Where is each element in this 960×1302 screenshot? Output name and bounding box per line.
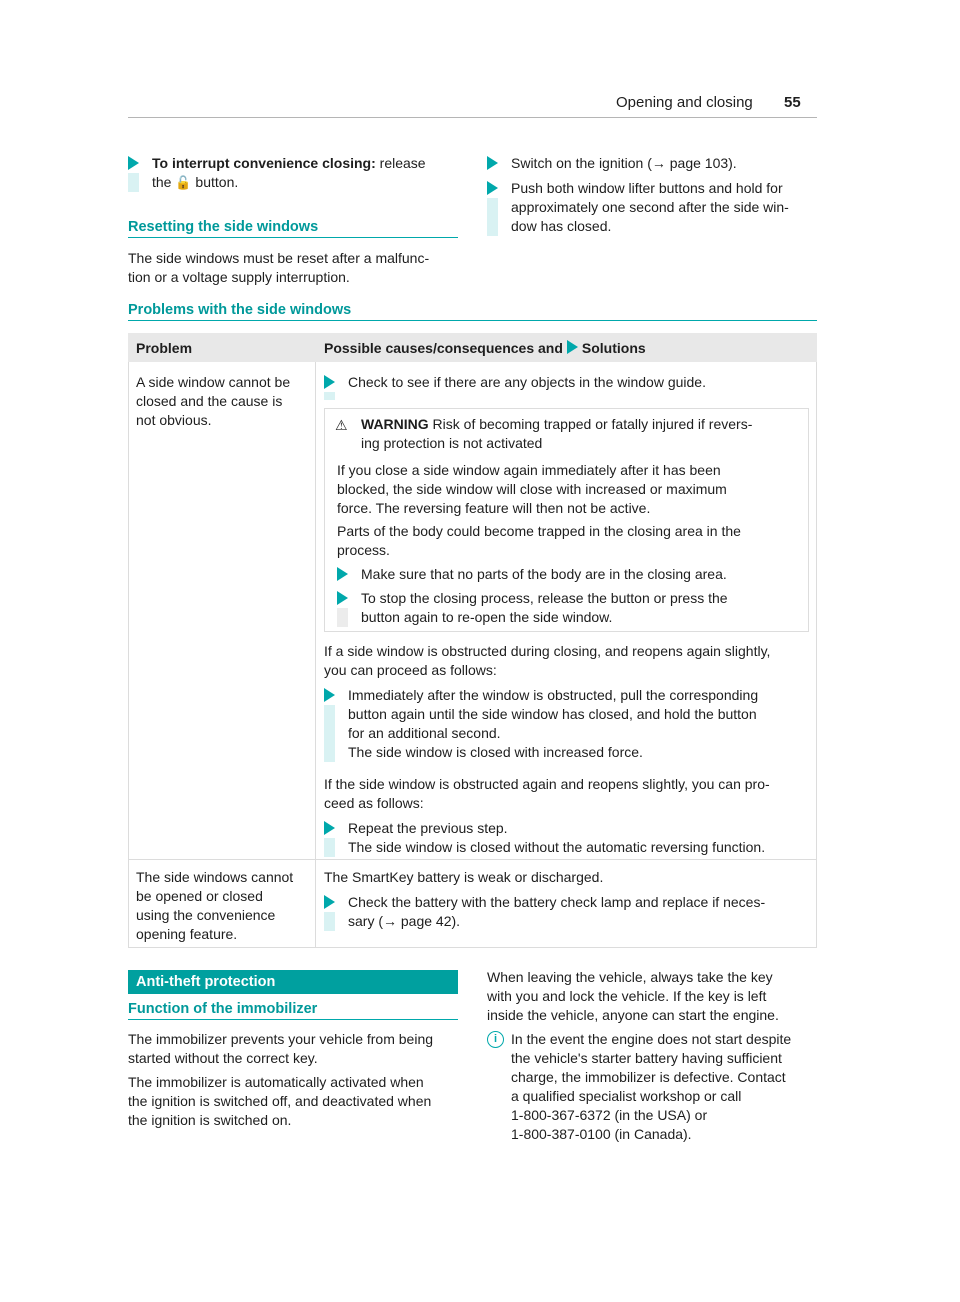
warning-para1 bbox=[337, 461, 802, 518]
push-step bbox=[487, 179, 841, 236]
warning-para-line: If you close a side window again immediately after it has been bbox=[337, 462, 721, 478]
warning-step2-line: To stop the closing process, release the button or press the bbox=[361, 590, 728, 606]
warning-step-1 bbox=[337, 565, 816, 584]
row2-problem bbox=[136, 868, 311, 944]
warning-box bbox=[324, 408, 809, 632]
table-border-mid bbox=[315, 362, 316, 948]
table-border-left bbox=[128, 362, 129, 948]
problems-rule bbox=[128, 320, 817, 321]
lock-key-icon: 🔓 bbox=[175, 176, 192, 191]
reset-text bbox=[128, 249, 458, 287]
arrow-icon bbox=[128, 156, 139, 170]
again-line: If the side window is obstructed again and reopens slightly, you can pro- bbox=[324, 776, 770, 792]
arrow-icon bbox=[487, 181, 498, 195]
leaving-line: inside the vehicle, anyone can start the engine. bbox=[487, 1007, 779, 1023]
reset-line: The side windows must be reset after a malfunc- bbox=[128, 250, 430, 266]
note-line: 1-800-367-6372 (in the USA) or bbox=[511, 1107, 708, 1123]
row1-problem bbox=[136, 373, 311, 430]
battery-step bbox=[324, 893, 828, 931]
warning-icon: ⚠ bbox=[335, 417, 348, 433]
step-bar bbox=[324, 392, 335, 400]
header-section: Opening and closing bbox=[616, 94, 753, 111]
problem-line: opening feature. bbox=[136, 926, 238, 942]
problem-line: be opened or closed bbox=[136, 888, 263, 904]
interrupt-title: To interrupt convenience closing: bbox=[152, 155, 376, 171]
page-header bbox=[616, 94, 816, 116]
warning-label: WARNING bbox=[361, 416, 429, 432]
problems-heading: Problems with the side windows bbox=[128, 302, 352, 318]
immediate-line: Immediately after the window is obstructed, pull the corresponding bbox=[348, 687, 759, 703]
immobilizer-para1 bbox=[128, 1030, 458, 1068]
warning-title-line2: ing protection is not activated bbox=[361, 435, 543, 451]
problem-line: The side windows cannot bbox=[136, 869, 294, 885]
step-bar bbox=[337, 608, 348, 627]
arrow-icon bbox=[487, 156, 498, 170]
warning-step2-line: button again to re-open the side window. bbox=[361, 609, 613, 625]
warning-title bbox=[361, 415, 801, 453]
again-line: ceed as follows: bbox=[324, 795, 424, 811]
push-line: approximately one second after the side win- bbox=[511, 199, 789, 215]
battery-line: Check the battery with the battery check lamp and replace if neces- bbox=[348, 894, 766, 910]
leaving-line: with you and lock the vehicle. If the key is left bbox=[487, 988, 767, 1004]
table-border-right bbox=[816, 362, 817, 948]
warning-title-text: Risk of becoming trapped or fatally injured if revers- bbox=[428, 416, 753, 432]
problem-line: closed and the cause is bbox=[136, 393, 283, 409]
ignition-step bbox=[487, 154, 841, 173]
warning-para-line: blocked, the side window will close with increased or maximum bbox=[337, 481, 727, 497]
immobilizer-heading: Function of the immobilizer bbox=[128, 1001, 318, 1017]
step-bar bbox=[128, 173, 139, 192]
antitheft-title: Anti-theft protection bbox=[136, 974, 276, 990]
step-bar bbox=[487, 198, 498, 236]
reset-rule bbox=[128, 237, 458, 238]
note-line: charge, the immobilizer is defective. Contact bbox=[511, 1069, 786, 1085]
problem-line: A side window cannot be bbox=[136, 374, 291, 390]
arrow-icon bbox=[324, 375, 335, 389]
interrupt-line2-suffix: button. bbox=[191, 174, 239, 190]
push-line: dow has closed. bbox=[511, 218, 612, 234]
col-header-solutions-prefix: Possible causes/consequences and bbox=[324, 340, 563, 356]
note-line: a qualified specialist workshop or call bbox=[511, 1088, 742, 1104]
table-row-divider bbox=[128, 859, 817, 860]
obstructed-line: If a side window is obstructed during closing, and reopens again slightly, bbox=[324, 643, 771, 659]
problem-line: not obvious. bbox=[136, 412, 212, 428]
reset-line: tion or a voltage supply interruption. bbox=[128, 269, 350, 285]
page-number: 55 bbox=[784, 94, 801, 111]
info-icon: i bbox=[487, 1031, 504, 1048]
warning-para-line: Parts of the body could become trapped in the closing area in the bbox=[337, 523, 741, 539]
immobilizer-note bbox=[511, 1030, 817, 1144]
table-border-bottom bbox=[128, 947, 817, 948]
leaving-text bbox=[487, 968, 817, 1025]
row2-cause: The SmartKey battery is weak or discharged. bbox=[324, 869, 604, 885]
immobilizer-line: the ignition is switched off, and deactivated when bbox=[128, 1093, 432, 1109]
solutions-arrow-icon bbox=[567, 340, 578, 354]
arrow-icon bbox=[337, 591, 348, 605]
step-bar bbox=[324, 912, 335, 931]
interrupt-rest: release bbox=[375, 155, 426, 171]
interrupt-line2-prefix: the bbox=[152, 174, 176, 190]
leaving-line: When leaving the vehicle, always take the key bbox=[487, 969, 773, 985]
again-text bbox=[324, 775, 809, 813]
check-step bbox=[324, 373, 828, 392]
immobilizer-line: The immobilizer is automatically activated when bbox=[128, 1074, 424, 1090]
note-line: the vehicle's starter battery having sufficient bbox=[511, 1050, 782, 1066]
note-line: In the event the engine does not start despite bbox=[511, 1031, 792, 1047]
immobilizer-rule bbox=[128, 1019, 458, 1020]
repeat-step bbox=[324, 819, 828, 857]
col-header-solutions-suffix: Solutions bbox=[581, 340, 646, 356]
immediate-line: for an additional second. bbox=[348, 725, 501, 741]
arrow-icon bbox=[337, 567, 348, 581]
header-rule bbox=[128, 117, 817, 118]
push-line: Push both window lifter buttons and hold for bbox=[511, 180, 783, 196]
repeat-line: Repeat the previous step. bbox=[348, 820, 508, 836]
antitheft-band bbox=[128, 970, 458, 994]
note-line: 1-800-387-0100 (in Canada). bbox=[511, 1126, 692, 1142]
repeat-line: The side window is closed without the automatic reversing function. bbox=[348, 839, 766, 855]
arrow-icon bbox=[324, 821, 335, 835]
immobilizer-para2 bbox=[128, 1073, 458, 1130]
warning-title-line1 bbox=[361, 415, 801, 434]
obstructed-line: you can proceed as follows: bbox=[324, 662, 497, 678]
step-bar bbox=[324, 705, 335, 762]
immobilizer-line: started without the correct key. bbox=[128, 1050, 318, 1066]
immobilizer-line: The immobilizer prevents your vehicle from being bbox=[128, 1031, 434, 1047]
immediate-line: button again until the side window has closed, and hold the button bbox=[348, 706, 757, 722]
battery-line: sary (→ page 42). bbox=[348, 913, 461, 929]
warning-para2 bbox=[337, 522, 802, 560]
immediate-step bbox=[324, 686, 828, 762]
check-text: Check to see if there are any objects in the window guide. bbox=[348, 374, 706, 390]
problem-line: using the convenience bbox=[136, 907, 276, 923]
immobilizer-line: the ignition is switched on. bbox=[128, 1112, 292, 1128]
obstructed-text bbox=[324, 642, 809, 680]
warning-para-line: force. The reversing feature will then not be active. bbox=[337, 500, 651, 516]
col-header-solutions bbox=[324, 340, 646, 356]
warning-step-2 bbox=[337, 589, 816, 627]
immediate-line: The side window is closed with increased force. bbox=[348, 744, 643, 760]
ignition-text: Switch on the ignition (→ page 103). bbox=[511, 155, 737, 171]
table-header-row bbox=[128, 333, 817, 362]
arrow-icon bbox=[324, 895, 335, 909]
problems-table bbox=[128, 333, 817, 948]
warning-para-line: process. bbox=[337, 542, 390, 558]
warning-step1-text: Make sure that no parts of the body are in the closing area. bbox=[361, 566, 727, 582]
reset-heading: Resetting the side windows bbox=[128, 219, 319, 235]
step-bar bbox=[324, 838, 335, 857]
arrow-icon bbox=[324, 688, 335, 702]
interrupt-step bbox=[128, 154, 482, 193]
col-header-problem: Problem bbox=[136, 340, 193, 356]
